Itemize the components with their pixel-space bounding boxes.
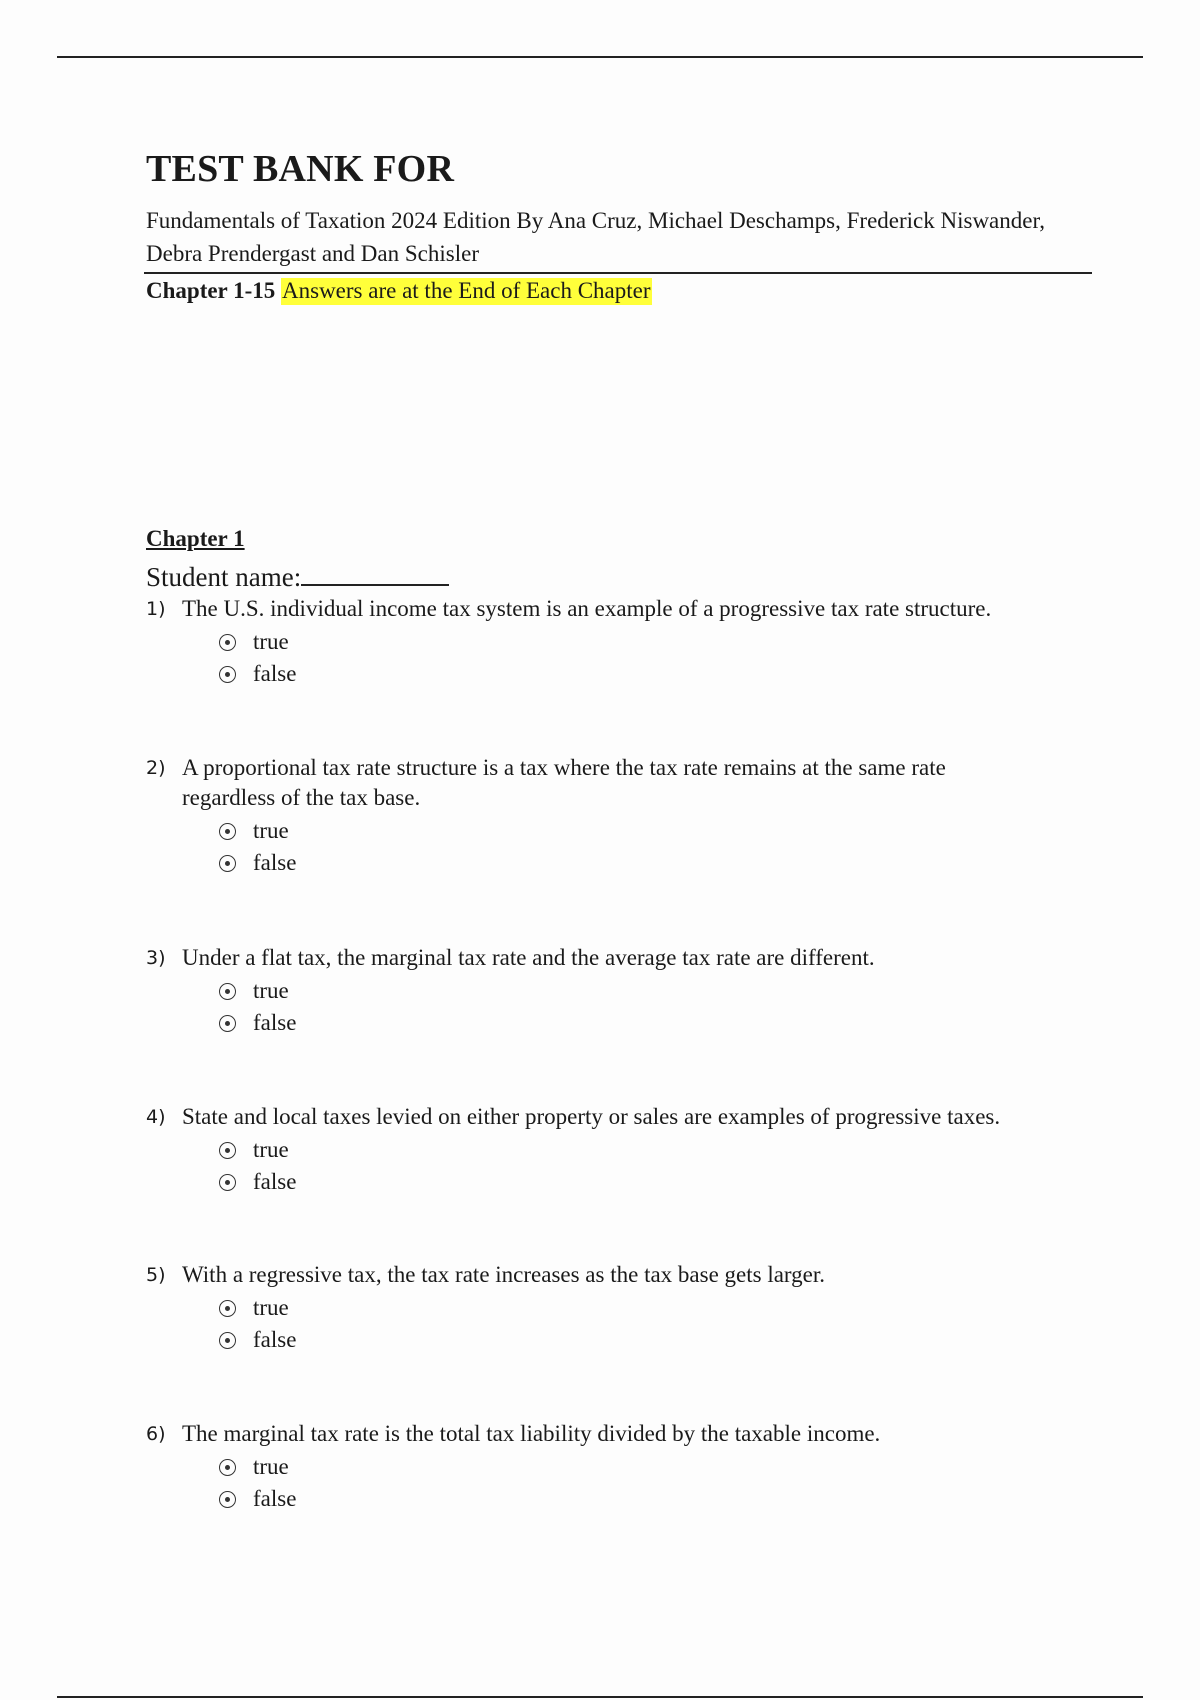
question-6	[146, 1419, 1076, 1515]
option-false[interactable]	[219, 1324, 1076, 1356]
header-divider	[144, 272, 1092, 274]
option-true[interactable]	[219, 1134, 1076, 1166]
document-subtitle: Fundamentals of Taxation 2024 Edition By Ana Cruz, Michael Deschamps, Frederick Niswander, Debra Prendergast and Dan Schisler	[146, 208, 1045, 266]
question-number: 6)	[146, 1423, 166, 1445]
option-label: true	[253, 1137, 289, 1162]
option-label: false	[253, 1169, 297, 1194]
option-true[interactable]	[219, 815, 1076, 847]
question-number: 5)	[146, 1264, 166, 1286]
radio-icon[interactable]	[219, 1459, 236, 1476]
radio-icon[interactable]	[219, 1174, 236, 1191]
page-bottom-rule	[57, 1696, 1143, 1698]
student-name-blank[interactable]	[301, 558, 449, 586]
radio-icon[interactable]	[219, 634, 236, 651]
student-name-label: Student name:	[146, 562, 302, 592]
chapter-heading: Chapter 1	[146, 526, 245, 551]
question-text: A proportional tax rate structure is a tax where the tax rate remains at the same rate regardless of the tax base.	[182, 755, 946, 810]
radio-icon[interactable]	[219, 1491, 236, 1508]
question-number: 4)	[146, 1106, 166, 1128]
option-true[interactable]	[219, 626, 1076, 658]
student-name-field	[146, 558, 449, 594]
option-false[interactable]	[219, 1166, 1076, 1198]
option-label: true	[253, 818, 289, 843]
chapter-range: Chapter 1-15	[146, 278, 276, 303]
question-number: 1)	[146, 598, 166, 620]
radio-icon[interactable]	[219, 855, 236, 872]
page-top-rule	[57, 56, 1143, 58]
option-label: false	[253, 661, 297, 686]
chapter-range-line	[146, 276, 652, 306]
radio-icon[interactable]	[219, 1300, 236, 1317]
option-label: false	[253, 1327, 297, 1352]
document-title: TEST BANK FOR	[146, 148, 455, 190]
question-text: State and local taxes levied on either property or sales are examples of progressive taxes.	[182, 1104, 1001, 1129]
question-4	[146, 1102, 1076, 1198]
question-1	[146, 594, 1076, 690]
radio-icon[interactable]	[219, 1015, 236, 1032]
radio-icon[interactable]	[219, 1142, 236, 1159]
option-label: false	[253, 1486, 297, 1511]
question-text: With a regressive tax, the tax rate increases as the tax base gets larger.	[182, 1262, 826, 1287]
question-2	[146, 753, 1076, 879]
option-true[interactable]	[219, 975, 1076, 1007]
answers-note: Answers are at the End of Each Chapter	[282, 278, 651, 303]
option-label: true	[253, 1454, 289, 1479]
question-text: The U.S. individual income tax system is an example of a progressive tax rate structure.	[182, 596, 992, 621]
radio-icon[interactable]	[219, 666, 236, 683]
question-text: The marginal tax rate is the total tax liability divided by the taxable income.	[182, 1421, 881, 1446]
question-number: 2)	[146, 757, 166, 779]
question-3	[146, 943, 1076, 1039]
option-label: false	[253, 850, 297, 875]
option-label: false	[253, 1010, 297, 1035]
option-false[interactable]	[219, 1483, 1076, 1515]
question-text: Under a flat tax, the marginal tax rate and the average tax rate are different.	[182, 945, 875, 970]
option-false[interactable]	[219, 1007, 1076, 1039]
radio-icon[interactable]	[219, 983, 236, 1000]
option-true[interactable]	[219, 1292, 1076, 1324]
option-false[interactable]	[219, 658, 1076, 690]
option-label: true	[253, 978, 289, 1003]
radio-icon[interactable]	[219, 823, 236, 840]
option-true[interactable]	[219, 1451, 1076, 1483]
radio-icon[interactable]	[219, 1332, 236, 1349]
option-label: true	[253, 629, 289, 654]
option-false[interactable]	[219, 847, 1076, 879]
option-label: true	[253, 1295, 289, 1320]
question-5	[146, 1260, 1076, 1356]
question-number: 3)	[146, 947, 166, 969]
